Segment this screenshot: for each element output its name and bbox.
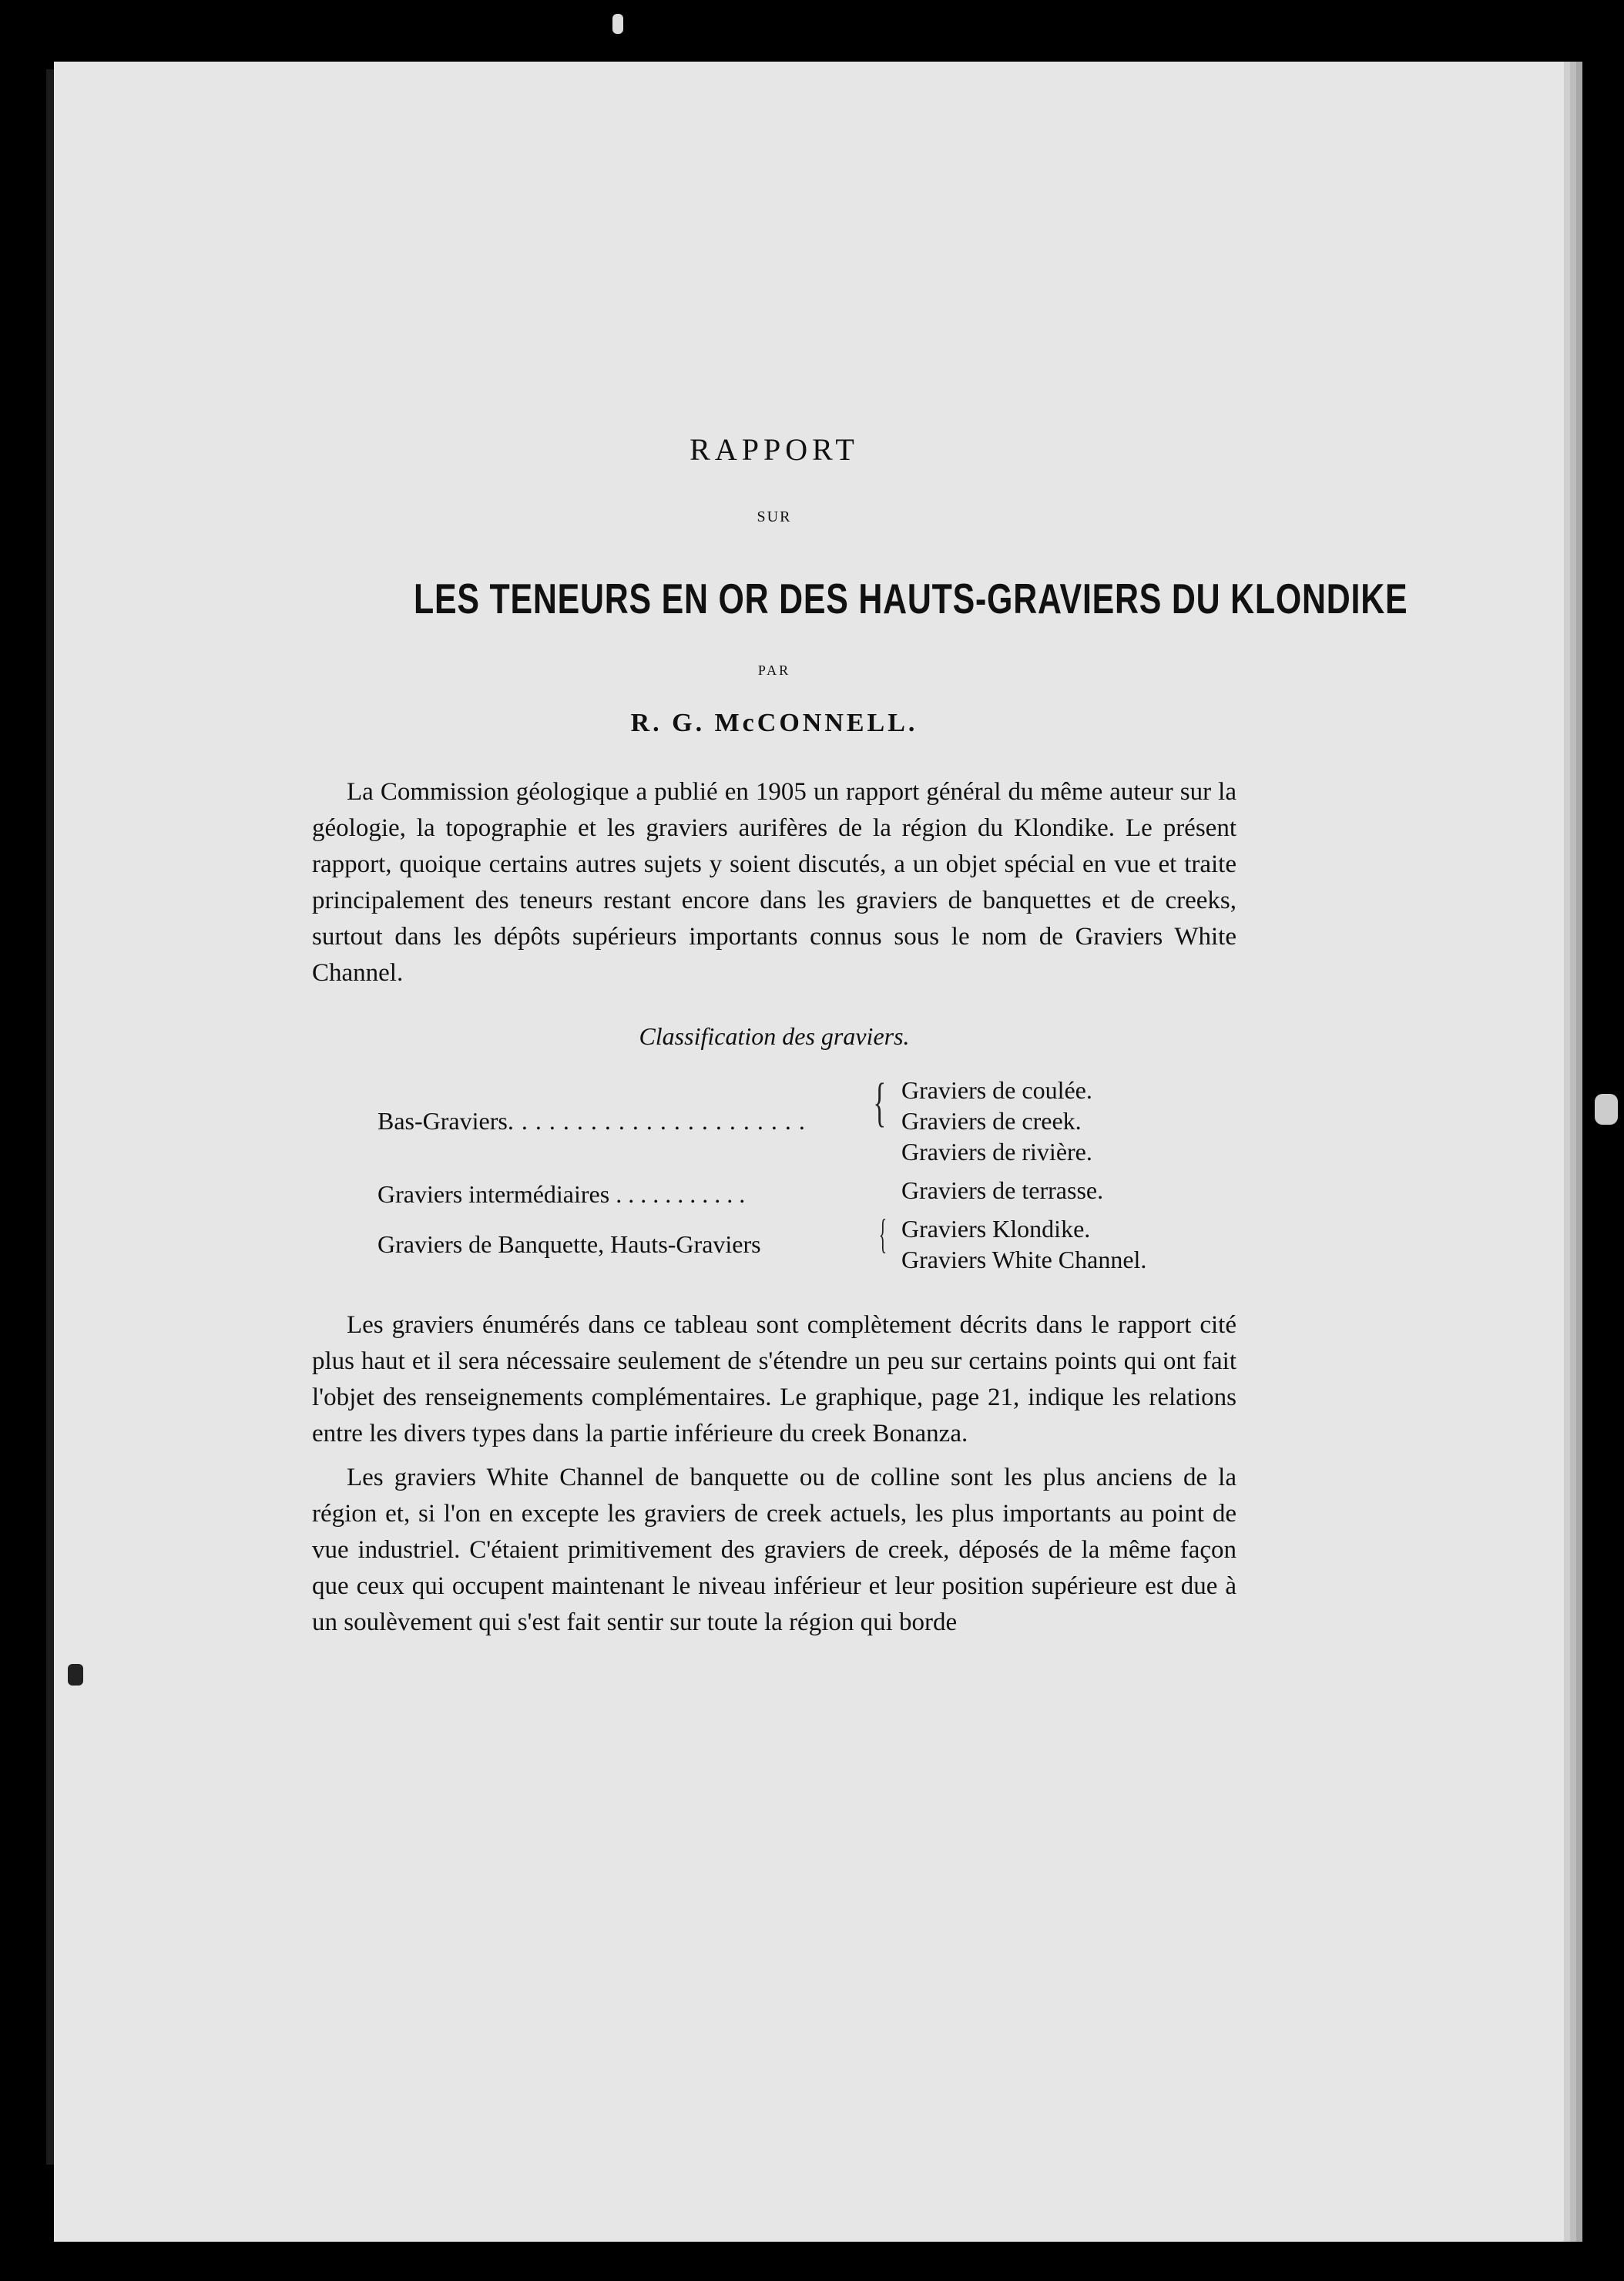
- brace-bas: {: [873, 1073, 887, 1132]
- sur-label: SUR: [757, 508, 792, 525]
- classif-item-riviere: Graviers de rivière.: [901, 1138, 1092, 1166]
- section-title: Classification des graviers.: [639, 1022, 910, 1050]
- classif-item-klondike: Graviers Klondike.: [901, 1215, 1091, 1243]
- classif-item-terrasse: Graviers de terrasse.: [901, 1176, 1104, 1204]
- par-label: PAR: [757, 662, 791, 678]
- classif-label-bas: Bas-Graviers. . . . . . . . . . . . . . . . . . . . . .: [377, 1107, 806, 1135]
- classification-table: [312, 1073, 1236, 1284]
- intro-paragraph: La Commission géologique a publié en 1905 un rapport général du même auteur sur la géologie, la topographie et les graviers aurifères de la région du Klondike. Le présent rapport, quoique certains autres sujets y soient discutés, a un objet spécial en vue et traite principalement des teneurs restant encore dans les graviers de banquettes et de creeks, surtout dans les dépôts supérieurs importants connus sous le nom de Graviers White Channel.: [312, 778, 1236, 987]
- body-paragraph-3: Les graviers White Channel de banquette ou de colline sont les plus anciens de la région et, si l'on en excepte les graviers de creek actuels, les plus importants au point de vue industriel. C'étaient primitivement des graviers de creek, déposés de la même façon que ceux qui occupent maintenant le niveau inférieur et leur position supérieure est due à un soulèvement qui s'est fait sentir sur toute la région qui borde: [312, 1464, 1236, 1636]
- classif-item-coulee: Graviers de coulée.: [901, 1076, 1092, 1104]
- scan-speck: [68, 1664, 83, 1686]
- scan-speck: [1595, 1094, 1618, 1125]
- classif-label-inter: Graviers intermédiaires . . . . . . . . . . .: [377, 1180, 746, 1208]
- classif-item-white-channel: Graviers White Channel.: [901, 1246, 1147, 1273]
- author-name: R. G. McCONNELL.: [630, 709, 918, 737]
- body-paragraph-2: Les graviers énumérés dans ce tableau sont complètement décrits dans le rapport cité plus haut et il sera nécessaire seulement de s'étendre un peu sur certains points qui ont fait l'objet des renseignements complémentaires. Le graphique, page 21, indique les relations entre les divers types dans la partie inférieure du creek Bonanza.: [312, 1311, 1236, 1447]
- document-body: [312, 431, 1408, 1641]
- classif-label-banquette: Graviers de Banquette, Hauts-Graviers: [377, 1230, 761, 1258]
- report-heading: RAPPORT: [690, 432, 859, 467]
- scan-speck: [612, 14, 623, 34]
- classif-item-creek: Graviers de creek.: [901, 1107, 1082, 1135]
- brace-banquette: {: [878, 1211, 887, 1257]
- report-title: LES TENEURS EN OR DES HAUTS-GRAVIERS DU KLONDIKE: [414, 575, 1408, 622]
